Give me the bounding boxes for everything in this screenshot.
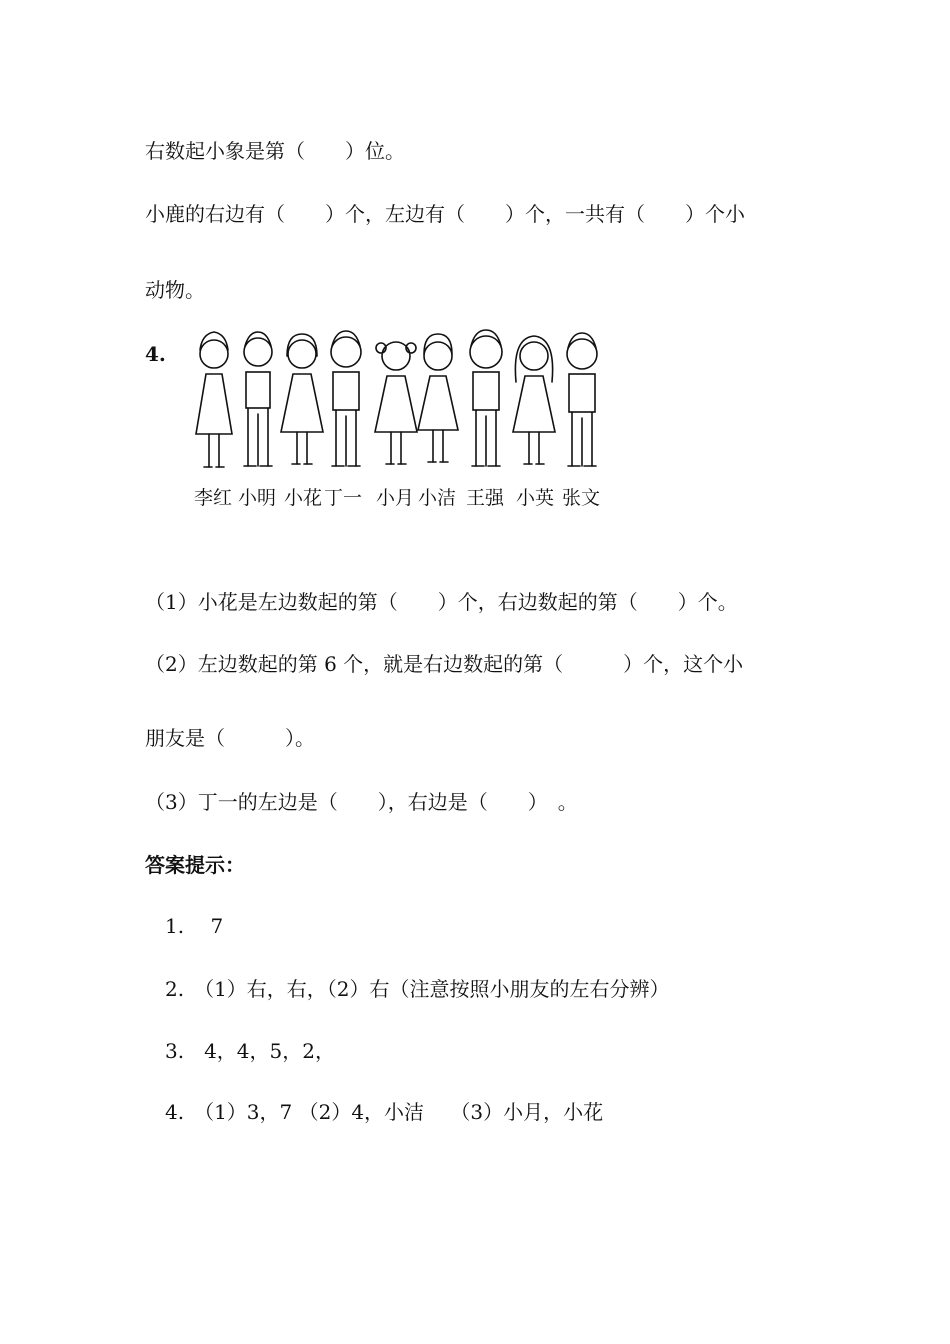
line-elephant-question: 右数起小象是第（ ）位。 — [145, 139, 405, 163]
child-name-5: 小月 — [376, 487, 415, 509]
child-name-4: 丁一 — [324, 487, 363, 509]
line-deer-question: 小鹿的右边有（ ）个，左边有（ ）个，一共有（ ）个小 — [145, 202, 745, 226]
answer-1: 1. 7 — [165, 914, 224, 938]
question-4-number: 4. — [145, 342, 166, 366]
question-4-part-1: （1）小花是左边数起的第（ ）个，右边数起的第（ ）个。 — [145, 590, 738, 614]
children-illustration — [190, 322, 610, 518]
children-figure — [190, 322, 610, 518]
question-4-part-3: （3）丁一的左边是（ ），右边是（ ） 。 — [145, 790, 578, 814]
child-figure-8 — [513, 336, 555, 464]
child-figure-1 — [196, 332, 232, 467]
child-figure-6 — [418, 334, 458, 462]
child-figure-9 — [567, 333, 597, 466]
child-name-9: 张文 — [562, 487, 601, 509]
answers-title: 答案提示： — [145, 853, 245, 877]
child-name-6: 小洁 — [418, 487, 457, 509]
child-figure-2 — [244, 332, 272, 466]
child-name-8: 小英 — [516, 487, 555, 509]
child-name-1: 李红 — [194, 487, 233, 509]
child-name-2: 小明 — [238, 487, 277, 509]
child-name-7: 王强 — [466, 487, 505, 509]
line-deer-question-cont: 动物。 — [145, 278, 205, 302]
question-4-part-2-cont: 朋友是（ ）。 — [145, 726, 315, 750]
child-name-3: 小花 — [284, 487, 323, 509]
question-4-part-2: （2）左边数起的第 6 个，就是右边数起的第（ ）个，这个小 — [145, 652, 744, 676]
child-figure-4 — [331, 331, 361, 466]
answer-2: 2. （1）右，右，（2）右（注意按照小朋友的左右分辨） — [165, 977, 670, 1001]
child-figure-5 — [375, 342, 417, 464]
child-figure-3 — [281, 334, 323, 464]
child-figure-7 — [470, 330, 502, 466]
answer-4: 4. （1）3，7 （2）4，小洁 （3）小月，小花 — [165, 1100, 604, 1124]
answer-3: 3. 4，4，5，2， — [165, 1039, 335, 1063]
